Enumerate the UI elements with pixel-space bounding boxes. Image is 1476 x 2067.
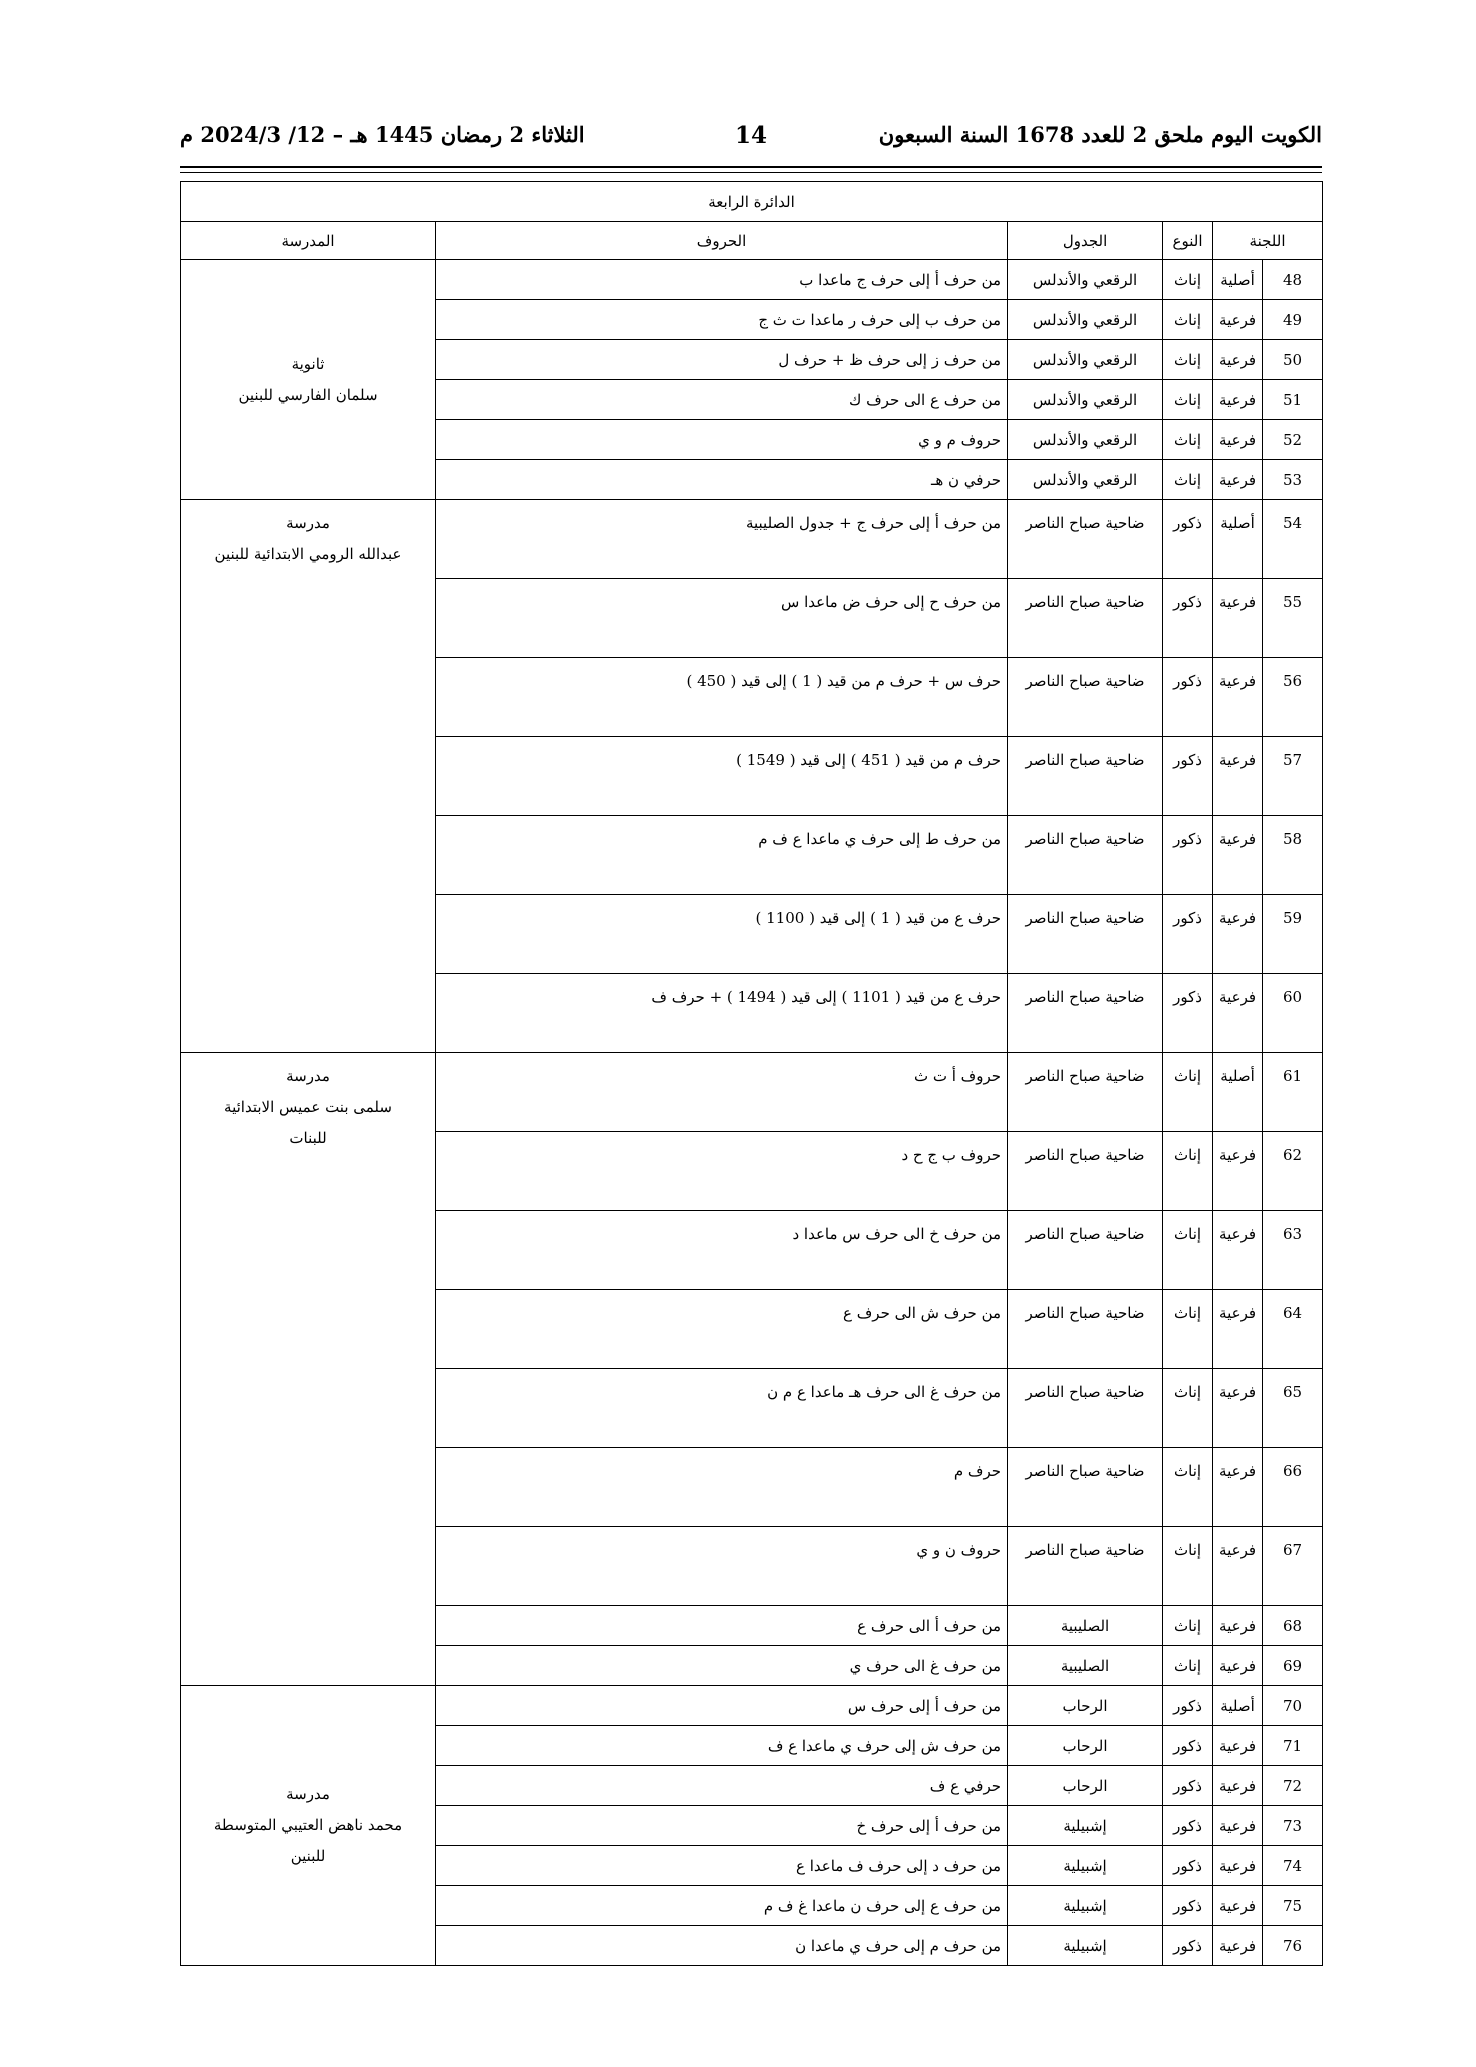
page-header xyxy=(180,118,1322,158)
committee-kind: فرعية xyxy=(1213,737,1263,816)
committee-kind: فرعية xyxy=(1213,1846,1263,1886)
column-header-letters: الحروف xyxy=(436,222,1008,260)
letters-range: حرف ع من قيد ( 1 ) إلى قيد ( 1100 ) xyxy=(436,895,1008,974)
schedule-area: ضاحية صباح الناصر xyxy=(1008,1448,1163,1527)
committee-kind: فرعية xyxy=(1213,1926,1263,1966)
letters-range: حرف م من قيد ( 451 ) إلى قيد ( 1549 ) xyxy=(436,737,1008,816)
schedule-area: إشبيلية xyxy=(1008,1926,1163,1966)
committee-kind: فرعية xyxy=(1213,816,1263,895)
column-header-type: النوع xyxy=(1163,222,1213,260)
schedule-area: ضاحية صباح الناصر xyxy=(1008,974,1163,1053)
schedule-area: الرقعي والأندلس xyxy=(1008,380,1163,420)
column-header-schedule: الجدول xyxy=(1008,222,1163,260)
letters-range: حروف م و ي xyxy=(436,420,1008,460)
committee-number: 48 xyxy=(1263,260,1323,300)
committee-kind: أصلية xyxy=(1213,260,1263,300)
committee-kind: فرعية xyxy=(1213,420,1263,460)
table-row xyxy=(181,500,1323,579)
committees-table xyxy=(180,181,1323,1966)
voter-gender: إناث xyxy=(1163,380,1213,420)
schedule-area: ضاحية صباح الناصر xyxy=(1008,579,1163,658)
schedule-area: الرقعي والأندلس xyxy=(1008,300,1163,340)
schedule-area: الرقعي والأندلس xyxy=(1008,340,1163,380)
committee-number: 65 xyxy=(1263,1369,1323,1448)
schedule-area: ضاحية صباح الناصر xyxy=(1008,895,1163,974)
committee-kind: فرعية xyxy=(1213,1806,1263,1846)
committee-kind: فرعية xyxy=(1213,658,1263,737)
committee-number: 49 xyxy=(1263,300,1323,340)
committee-number: 59 xyxy=(1263,895,1323,974)
column-header-school: المدرسة xyxy=(181,222,436,260)
committee-number: 53 xyxy=(1263,460,1323,500)
committee-number: 68 xyxy=(1263,1606,1323,1646)
committee-kind: فرعية xyxy=(1213,1132,1263,1211)
schedule-area: ضاحية صباح الناصر xyxy=(1008,1053,1163,1132)
committee-kind: فرعية xyxy=(1213,974,1263,1053)
committee-number: 72 xyxy=(1263,1766,1323,1806)
committee-number: 76 xyxy=(1263,1926,1323,1966)
schedule-area: الرحاب xyxy=(1008,1766,1163,1806)
schedule-area: ضاحية صباح الناصر xyxy=(1008,737,1163,816)
school-name: ثانوية سلمان الفارسي للبنين xyxy=(181,260,436,500)
letters-range: من حرف غ الى حرف ي xyxy=(436,1646,1008,1686)
schedule-area: ضاحية صباح الناصر xyxy=(1008,1369,1163,1448)
table-row xyxy=(181,260,1323,300)
page-number: 14 xyxy=(734,122,767,149)
letters-range: حرفي ن هـ xyxy=(436,460,1008,500)
letters-range: من حرف ز إلى حرف ظ + حرف ل xyxy=(436,340,1008,380)
committee-kind: أصلية xyxy=(1213,1053,1263,1132)
committee-number: 62 xyxy=(1263,1132,1323,1211)
voter-gender: ذكور xyxy=(1163,1926,1213,1966)
committee-number: 64 xyxy=(1263,1290,1323,1369)
committee-kind: فرعية xyxy=(1213,1886,1263,1926)
voter-gender: إناث xyxy=(1163,1527,1213,1606)
voter-gender: إناث xyxy=(1163,340,1213,380)
table-row xyxy=(181,1053,1323,1132)
committee-kind: فرعية xyxy=(1213,1369,1263,1448)
voter-gender: إناث xyxy=(1163,1369,1213,1448)
schedule-area: الصليبية xyxy=(1008,1646,1163,1686)
voter-gender: إناث xyxy=(1163,1053,1213,1132)
district-title: الدائرة الرابعة xyxy=(181,182,1323,222)
school-name: مدرسة سلمى بنت عميس الابتدائية للبنات xyxy=(181,1053,436,1686)
schedule-area: ضاحية صباح الناصر xyxy=(1008,1211,1163,1290)
schedule-area: الرقعي والأندلس xyxy=(1008,420,1163,460)
letters-range: من حرف ب إلى حرف ر ماعدا ت ث ج xyxy=(436,300,1008,340)
table-header-row xyxy=(181,222,1323,260)
committee-number: 63 xyxy=(1263,1211,1323,1290)
committee-kind: فرعية xyxy=(1213,1606,1263,1646)
schedule-area: ضاحية صباح الناصر xyxy=(1008,816,1163,895)
committee-number: 56 xyxy=(1263,658,1323,737)
letters-range: حرف س + حرف م من قيد ( 1 ) إلى قيد ( 450 ) xyxy=(436,658,1008,737)
letters-range: من حرف خ الى حرف س ماعدا د xyxy=(436,1211,1008,1290)
voter-gender: ذكور xyxy=(1163,816,1213,895)
voter-gender: ذكور xyxy=(1163,895,1213,974)
committee-kind: فرعية xyxy=(1213,1646,1263,1686)
committee-kind: فرعية xyxy=(1213,1527,1263,1606)
committee-kind: فرعية xyxy=(1213,340,1263,380)
committee-kind: فرعية xyxy=(1213,1448,1263,1527)
voter-gender: إناث xyxy=(1163,460,1213,500)
voter-gender: ذكور xyxy=(1163,737,1213,816)
committee-number: 71 xyxy=(1263,1726,1323,1766)
voter-gender: ذكور xyxy=(1163,1766,1213,1806)
voter-gender: ذكور xyxy=(1163,1726,1213,1766)
voter-gender: ذكور xyxy=(1163,1846,1213,1886)
schedule-area: ضاحية صباح الناصر xyxy=(1008,500,1163,579)
voter-gender: إناث xyxy=(1163,260,1213,300)
schedule-area: ضاحية صباح الناصر xyxy=(1008,658,1163,737)
letters-range: من حرف ح إلى حرف ض ماعدا س xyxy=(436,579,1008,658)
letters-range: من حرف ش إلى حرف ي ماعدا ع ف xyxy=(436,1726,1008,1766)
committee-number: 50 xyxy=(1263,340,1323,380)
schedule-area: الرحاب xyxy=(1008,1726,1163,1766)
voter-gender: إناث xyxy=(1163,300,1213,340)
voter-gender: إناث xyxy=(1163,1448,1213,1527)
letters-range: من حرف أ إلى حرف خ xyxy=(436,1806,1008,1846)
letters-range: من حرف غ الى حرف هـ ماعدا ع م ن xyxy=(436,1369,1008,1448)
publication-info: الكويت اليوم ملحق 2 للعدد 1678 السنة السبعون xyxy=(878,122,1322,147)
letters-range: من حرف د إلى حرف ف ماعدا ع xyxy=(436,1846,1008,1886)
voter-gender: إناث xyxy=(1163,1606,1213,1646)
committee-number: 69 xyxy=(1263,1646,1323,1686)
committee-number: 67 xyxy=(1263,1527,1323,1606)
committee-kind: فرعية xyxy=(1213,1211,1263,1290)
letters-range: من حرف م إلى حرف ي ماعدا ن xyxy=(436,1926,1008,1966)
schedule-area: الصليبية xyxy=(1008,1606,1163,1646)
column-header-committee: اللجنة xyxy=(1213,222,1323,260)
committee-number: 74 xyxy=(1263,1846,1323,1886)
schedule-area: الرحاب xyxy=(1008,1686,1163,1726)
table-row xyxy=(181,1686,1323,1726)
letters-range: حروف ن و ي xyxy=(436,1527,1008,1606)
letters-range: حروف أ ت ث xyxy=(436,1053,1008,1132)
voter-gender: ذكور xyxy=(1163,1686,1213,1726)
letters-range: من حرف أ إلى حرف ج ماعدا ب xyxy=(436,260,1008,300)
committee-number: 52 xyxy=(1263,420,1323,460)
committee-number: 61 xyxy=(1263,1053,1323,1132)
letters-range: من حرف ع إلى حرف ن ماعدا غ ف م xyxy=(436,1886,1008,1926)
voter-gender: إناث xyxy=(1163,1132,1213,1211)
committee-kind: فرعية xyxy=(1213,380,1263,420)
committee-number: 75 xyxy=(1263,1886,1323,1926)
committee-kind: فرعية xyxy=(1213,895,1263,974)
schedule-area: الرقعي والأندلس xyxy=(1008,260,1163,300)
committee-number: 60 xyxy=(1263,974,1323,1053)
letters-range: من حرف أ إلى حرف ج + جدول الصليبية xyxy=(436,500,1008,579)
committee-number: 57 xyxy=(1263,737,1323,816)
committee-kind: فرعية xyxy=(1213,300,1263,340)
letters-range: حرفي ع ف xyxy=(436,1766,1008,1806)
committee-kind: أصلية xyxy=(1213,500,1263,579)
letters-range: من حرف ش الى حرف ع xyxy=(436,1290,1008,1369)
letters-range: حرف م xyxy=(436,1448,1008,1527)
schedule-area: إشبيلية xyxy=(1008,1846,1163,1886)
schedule-area: إشبيلية xyxy=(1008,1806,1163,1846)
header-rule-thick xyxy=(180,166,1322,168)
letters-range: من حرف ع الى حرف ك xyxy=(436,380,1008,420)
voter-gender: ذكور xyxy=(1163,579,1213,658)
voter-gender: ذكور xyxy=(1163,1886,1213,1926)
committee-kind: فرعية xyxy=(1213,1290,1263,1369)
schedule-area: ضاحية صباح الناصر xyxy=(1008,1132,1163,1211)
letters-range: من حرف ط إلى حرف ي ماعدا ع ف م xyxy=(436,816,1008,895)
schedule-area: الرقعي والأندلس xyxy=(1008,460,1163,500)
committee-kind: فرعية xyxy=(1213,1726,1263,1766)
committee-number: 70 xyxy=(1263,1686,1323,1726)
voter-gender: ذكور xyxy=(1163,1806,1213,1846)
letters-range: من حرف أ الى حرف ع xyxy=(436,1606,1008,1646)
schedule-area: ضاحية صباح الناصر xyxy=(1008,1290,1163,1369)
school-name: مدرسة عبدالله الرومي الابتدائية للبنين xyxy=(181,500,436,1053)
table-body xyxy=(181,182,1323,1966)
committee-number: 54 xyxy=(1263,500,1323,579)
issue-date: الثلاثاء 2 رمضان 1445 هـ – 12/ 2024/3 م xyxy=(180,122,585,147)
letters-range: من حرف أ إلى حرف س xyxy=(436,1686,1008,1726)
school-name: مدرسة محمد ناهض العتيبي المتوسطة للبنين xyxy=(181,1686,436,1966)
voter-gender: إناث xyxy=(1163,1290,1213,1369)
voter-gender: إناث xyxy=(1163,1211,1213,1290)
schedule-area: إشبيلية xyxy=(1008,1886,1163,1926)
committee-number: 66 xyxy=(1263,1448,1323,1527)
voter-gender: إناث xyxy=(1163,420,1213,460)
committee-number: 55 xyxy=(1263,579,1323,658)
committee-kind: فرعية xyxy=(1213,579,1263,658)
voter-gender: ذكور xyxy=(1163,974,1213,1053)
voter-gender: إناث xyxy=(1163,1646,1213,1686)
schedule-area: ضاحية صباح الناصر xyxy=(1008,1527,1163,1606)
committee-kind: فرعية xyxy=(1213,460,1263,500)
header-rule-thin xyxy=(180,172,1322,173)
committee-number: 51 xyxy=(1263,380,1323,420)
table-title-row xyxy=(181,182,1323,222)
committee-number: 73 xyxy=(1263,1806,1323,1846)
committee-number: 58 xyxy=(1263,816,1323,895)
committee-kind: فرعية xyxy=(1213,1766,1263,1806)
voter-gender: ذكور xyxy=(1163,658,1213,737)
voter-gender: ذكور xyxy=(1163,500,1213,579)
committee-kind: أصلية xyxy=(1213,1686,1263,1726)
letters-range: حروف ب ج ح د xyxy=(436,1132,1008,1211)
letters-range: حرف ع من قيد ( 1101 ) إلى قيد ( 1494 ) + حرف ف xyxy=(436,974,1008,1053)
